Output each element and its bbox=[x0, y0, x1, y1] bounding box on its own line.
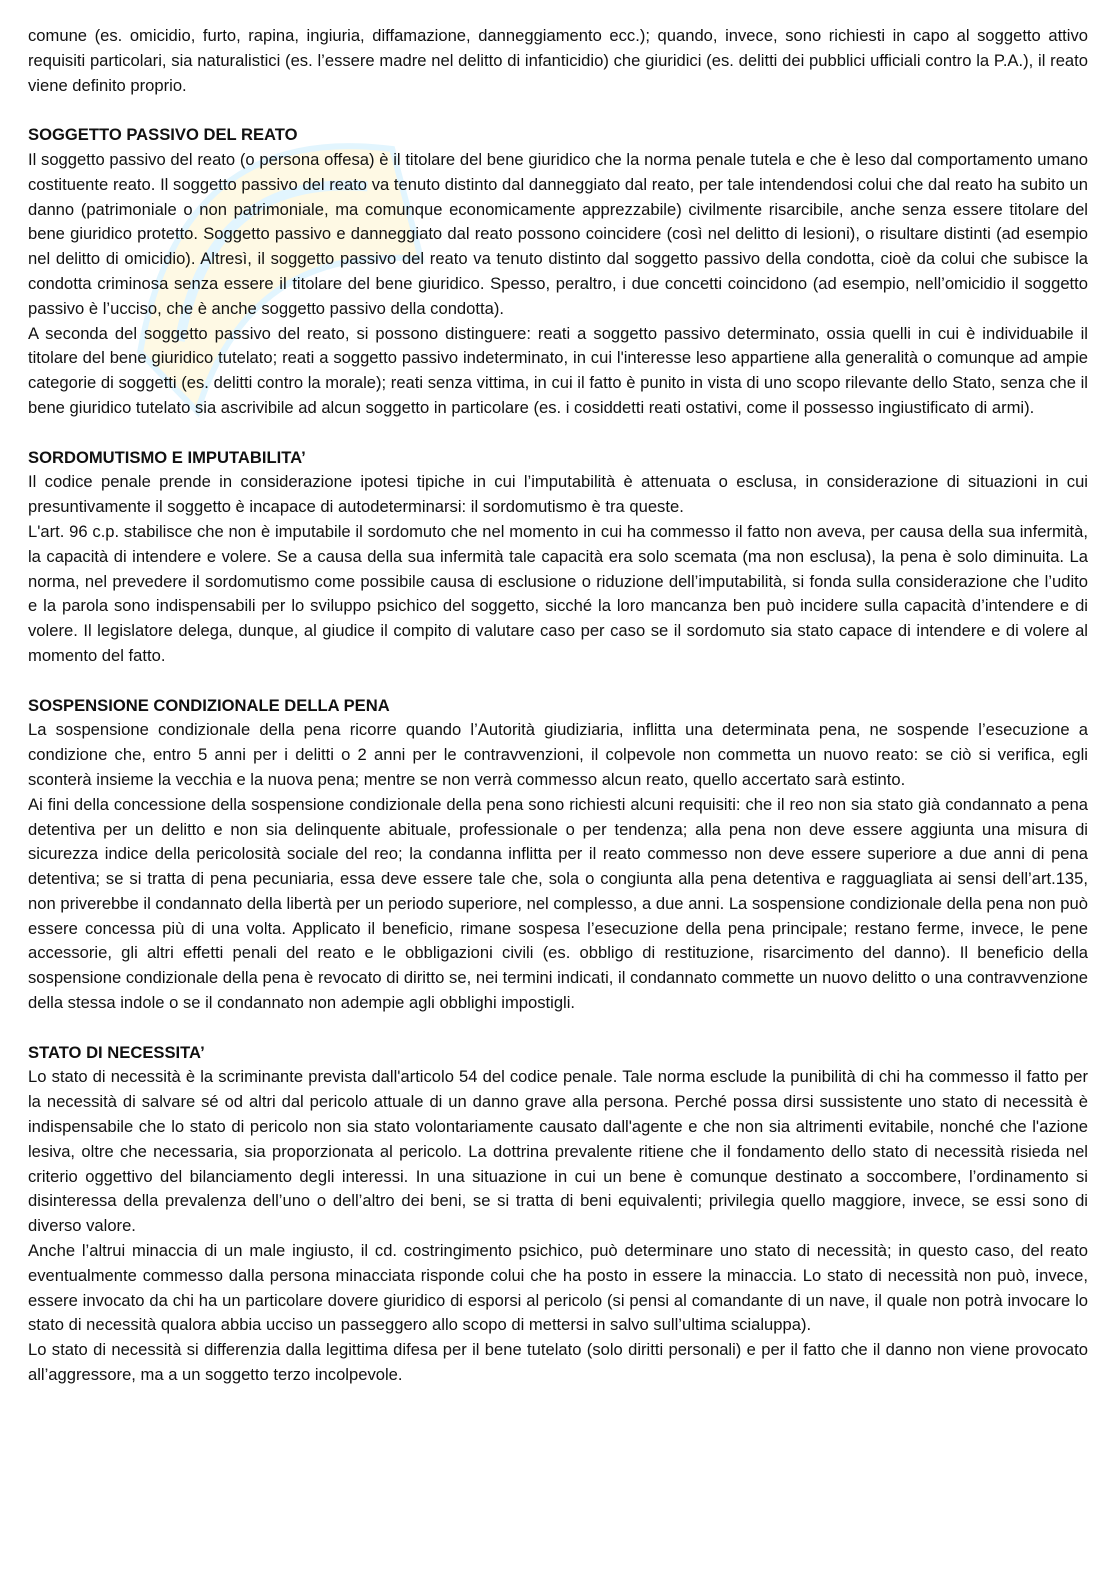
paragraph: La sospensione condizionale della pena ricorre quando l’Autorità giudiziaria, inflitta una determinata pena, ne sospende l’esecuzione a condizione che, entro 5 anni per i delitti o 2 anni per le contravvenzioni, il colpevole non commetta un nuovo reato: se ciò si verifica, egli sconterà insieme la vecchia e la nuova pena; mentre se non verrà commesso alcun reato, quello accertato sarà estinto. bbox=[28, 720, 1088, 789]
paragraph: Anche l’altrui minaccia di un male ingiusto, il cd. costringimento psichico, può determinare uno stato di necessità; in questo caso, del reato eventualmente commesso dalla persona minacciata risponde colui che ha posto in essere la minaccia. Lo stato di necessità non può, invece, essere invocato da chi ha un particolare dovere giuridico di esporsi al pericolo (si pensi al comandante di un nave, il quale non potrà invocare lo stato di necessità qualora abbia ucciso un passeggero allo scopo di mettersi in salvo sull’ultima scialuppa). bbox=[28, 1241, 1088, 1335]
paragraph: Ai fini della concessione della sospensione condizionale della pena sono richiesti alcuni requisiti: che il reo non sia stato già condannato a pena detentiva per un delitto e non sia delinquente abituale, professionale o per tendenza; alla pena non deve essere aggiunta una misura di sicurezza indice della pericolosità sociale del reo; la condanna inflitta per il reato commesso non deve essere superiore a due anni di pena detentiva; se si tratta di pena pecuniaria, essa deve essere tale che, sola o congiunta alla pena detentiva e ragguagliata ai sensi dell’art.135, non priverebbe il condannato della libertà per un periodo superiore, nel complesso, a due anni. La sospensione condizionale della pena non può essere concessa più di una volta. Applicato il beneficio, rimane sospesa l’esecuzione della pena principale; restano ferme, invece, le pene accessorie, gli altri effetti penali del reato e le obbligazioni civili (es. obbligo di restituzione, risarcimento del danno). Il beneficio della sospensione condizionale della pena è revocato di diritto se, nei termini indicati, il condannato commette un nuovo delitto o una contravvenzione della stessa indole o se il condannato non adempie agli obblighi impostigli. bbox=[28, 794, 1088, 1013]
paragraph: Il soggetto passivo del reato (o persona offesa) è il titolare del bene giuridico che la norma penale tutela e che è leso dal comportamento umano costituente reato. Il soggetto passivo del reato va tenuto distinto dal danneggiato dal reato, per tale intendendosi colui che dal reato ha subito un danno (patrimoniale o non patrimoniale, ma comunque economicamente apprezzabile) civilmente risarcibile, anche senza essere titolare del bene giuridico protetto. Soggetto passivo e danneggiato dal reato possono coincidere (così nel delitto di lesioni), o risultare distinti (ad esempio nel delitto di omicidio). Altresì, il soggetto passivo del reato va tenuto distinto dal soggetto passivo della condotta, cioè da colui che subisce la condotta criminosa senza essere il titolare del bene giuridico. Spesso, peraltro, i due concetti coincidono (ad esempio, nell’omicidio il soggetto passivo è l’ucciso, che è anche soggetto passivo della condotta). bbox=[28, 149, 1088, 318]
paragraph: Lo stato di necessità si differenzia dalla legittima difesa per il bene tutelato (solo diritti personali) e per il fatto che il danno non viene provocato all’aggressore, ma a un soggetto terzo incolpevole. bbox=[28, 1340, 1088, 1385]
section-soggetto-passivo bbox=[28, 123, 1088, 421]
section-sordomutismo bbox=[28, 446, 1088, 669]
paragraph: A seconda del soggetto passivo del reato, si possono distinguere: reati a soggetto passivo determinato, ossia quelli in cui è individuabile il titolare del bene giuridico tutelato; reati a soggetto passivo indeterminato, in cui l'interesse leso appartiene alla generalità o comunque ad ampie categorie di soggetti (es. delitti contro la morale); reati senza vittima, in cui il fatto è punito in vista di uno scopo rilevante dello Stato, senza che il bene giuridico tutelato sia ascrivibile ad alcun soggetto in particolare (es. i cosiddetti reati ostativi, come il possesso ingiustificato di armi). bbox=[28, 323, 1088, 417]
section-title: STATO DI NECESSITA’ bbox=[28, 1042, 205, 1062]
section-sospensione-condizionale bbox=[28, 694, 1088, 1016]
section-title: SOGGETTO PASSIVO DEL REATO bbox=[28, 125, 298, 145]
section-stato-di-necessita bbox=[28, 1041, 1088, 1388]
paragraph: L'art. 96 c.p. stabilisce che non è imputabile il sordomuto che nel momento in cui ha commesso il fatto non aveva, per causa della sua infermità, la capacità di intendere e volere. Se a causa della sua infermità tale capacità era solo scemata (ma non esclusa), la pena è solo diminuita. La norma, nel prevedere il sordomutismo come possibile causa di esclusione o riduzione dell’imputabilità, si fonda sulla considerazione che l’udito e la parola sono indispensabili per lo sviluppo psichico del soggetto, sicché la loro mancanza ben può incidere sulla capacità d’intendere e di volere. Il legislatore delega, dunque, al giudice il compito di valutare caso per caso se il sordomuto sia stato capace di intendere e di volere al momento del fatto. bbox=[28, 521, 1088, 665]
intro-paragraph: comune (es. omicidio, furto, rapina, ingiuria, diffamazione, danneggiamento ecc.); quando, invece, sono richiesti in capo al soggetto attivo requisiti particolari, sia naturalistici (es. l’essere madre nel delitto di infanticidio) che giuridici (es. delitti dei pubblici ufficiali contro la P.A.), il reato viene definito proprio. bbox=[28, 26, 1088, 95]
section-title: SORDOMUTISMO E IMPUTABILITA’ bbox=[28, 447, 306, 467]
paragraph: Il codice penale prende in considerazione ipotesi tipiche in cui l’imputabilità è attenuata o esclusa, in considerazione di situazioni in cui presuntivamente il soggetto è incapace di autodeterminarsi: il sordomutismo è tra queste. bbox=[28, 472, 1088, 517]
section-title: SOSPENSIONE CONDIZIONALE DELLA PENA bbox=[28, 695, 390, 715]
document-page bbox=[28, 24, 1088, 1388]
paragraph: Lo stato di necessità è la scriminante prevista dall'articolo 54 del codice penale. Tale norma esclude la punibilità di chi ha commesso il fatto per la necessità di salvare sé od altri dal pericolo attuale di un danno grave alla persona. Perché possa dirsi sussistente uno stato di necessità è indispensabile che lo stato di pericolo non sia stato volontariamente causato dall'agente e che non sia altrimenti evitabile, nonché che l'azione lesiva, oltre che necessaria, sia proporzionata al pericolo. La dottrina prevalente ritiene che il fondamento dello stato di necessità risieda nel criterio oggettivo del bilanciamento degli interessi. In una situazione in cui un bene è comunque destinato a soccombere, l’ordinamento si disinteressa della prevalenza dell’uno o dell’altro dei beni, se si tratta di beni equivalenti; privilegia quello maggiore, invece, se essi sono di diverso valore. bbox=[28, 1067, 1088, 1236]
